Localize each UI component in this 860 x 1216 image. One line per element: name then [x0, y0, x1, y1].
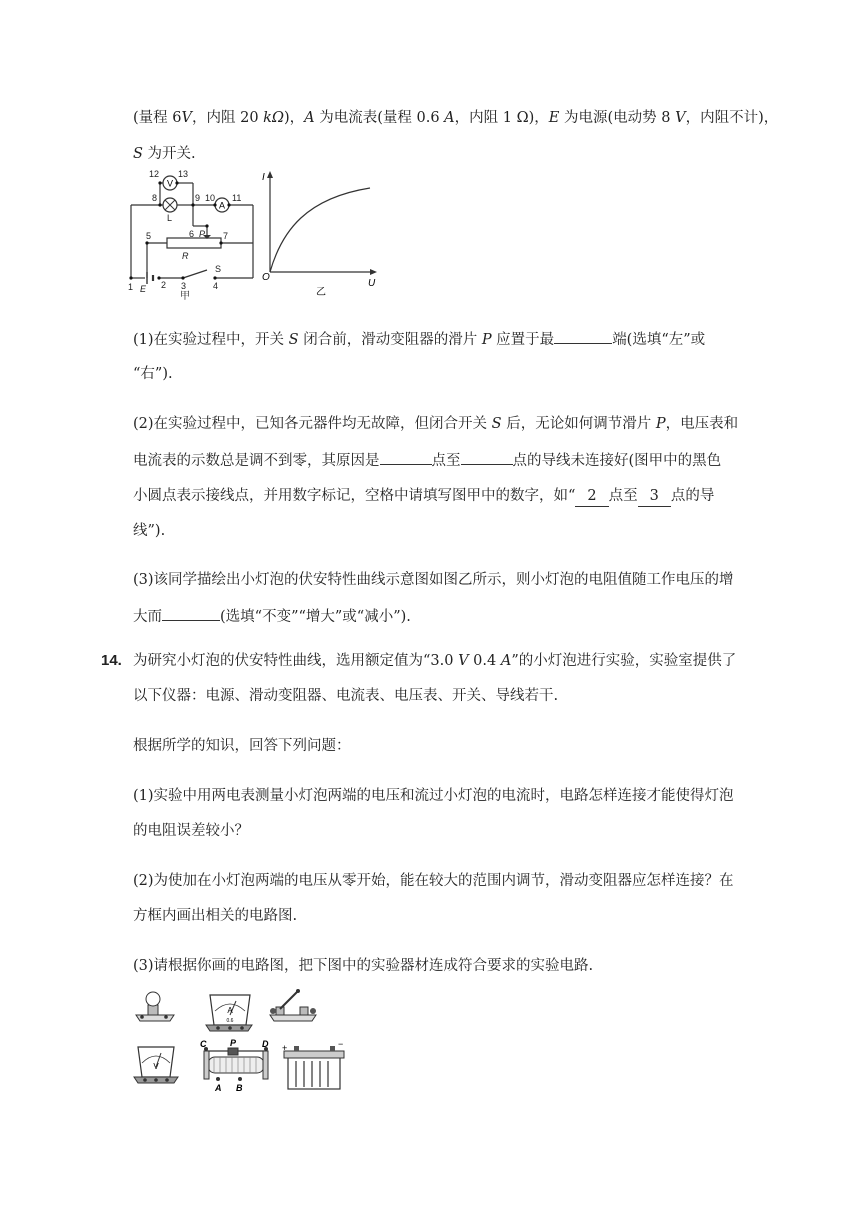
q13-part3-line2 — [133, 606, 411, 627]
text: 点的导 — [670, 488, 715, 504]
q14-line2: 以下仪器：电源、滑动变阻器、电流表、电压表、开关、导线若干. — [133, 688, 559, 704]
symbol: S — [288, 332, 299, 348]
label-12: 12 — [149, 169, 160, 179]
equipment-illustration — [130, 985, 360, 1095]
example-answer: 2 — [575, 486, 608, 507]
origin-label: O — [262, 272, 270, 283]
q13-part2-line1 — [133, 414, 738, 434]
text: ，内阻 20 — [191, 110, 264, 126]
ammeter-letter: A — [227, 1006, 233, 1015]
caption-yi: 乙 — [316, 287, 326, 298]
text: ，内阻 1 Ω)， — [454, 110, 549, 126]
text: 大而 — [133, 609, 162, 625]
text: 电流表的示数总是调不到零，其原因是 — [133, 453, 380, 469]
voltmeter-letter: V — [153, 1062, 159, 1071]
intro-line-2 — [133, 144, 196, 164]
q13-part1-line1 — [133, 329, 705, 350]
ammeter-device-icon — [206, 995, 252, 1031]
symbol: S — [133, 146, 143, 162]
bulb-device-icon — [136, 992, 174, 1021]
label-R: R — [182, 251, 189, 261]
label-10: 10 — [205, 193, 216, 203]
text: (选填“不变”“增大”或“减小”). — [220, 609, 411, 625]
voltmeter-letter: V — [166, 178, 174, 189]
q13-part1-line2 — [133, 364, 173, 384]
answer-blank[interactable] — [554, 329, 612, 344]
unit: V — [181, 110, 192, 126]
unit: V — [675, 110, 686, 126]
unit: V — [458, 653, 469, 669]
axis-i-label: I — [262, 172, 265, 183]
ammeter-scale: 0.6 — [226, 1018, 234, 1024]
rheostat-a-label: A — [215, 1083, 222, 1093]
label-E: E — [140, 284, 147, 294]
rheostat-device-icon — [200, 1038, 269, 1093]
q14-sub2-line1: (2)为使加在小灯泡两端的电压从零开始，能在较大的范围内调节，滑动变阻器应怎样连接？在 — [133, 873, 734, 889]
text: 闭合前，滑动变阻器的滑片 — [298, 332, 482, 348]
answer-blank[interactable] — [162, 606, 220, 621]
text: 0.4 — [468, 653, 501, 669]
text: (1)在实验过程中，开关 — [133, 332, 289, 348]
axis-u-label: U — [368, 278, 376, 289]
label-13: 13 — [178, 169, 189, 179]
label-4: 4 — [213, 281, 219, 291]
text: 线”). — [133, 523, 166, 539]
text: 点至 — [431, 453, 461, 469]
q13-part2-line3 — [133, 486, 714, 507]
example-answer: 3 — [638, 486, 671, 507]
rheostat-c-label: C — [200, 1039, 207, 1049]
label-3: 3 — [181, 281, 187, 291]
label-1: 1 — [128, 282, 134, 292]
unit: A — [444, 110, 455, 126]
text: 小圆点表示接线点，并用数字标记，空格中请填写图甲中的数字，如“ — [133, 488, 576, 504]
label-5: 5 — [146, 231, 152, 241]
battery-device-icon — [282, 1039, 344, 1089]
label-9: 9 — [195, 193, 201, 203]
symbol: P — [655, 416, 666, 432]
text: 为开关. — [142, 146, 196, 162]
caption-jia: 甲 — [180, 291, 190, 302]
text: 为电源(电动势 8 — [559, 110, 676, 126]
battery-plus-label: + — [282, 1043, 288, 1053]
symbol: S — [491, 416, 502, 432]
text: 点至 — [608, 488, 638, 504]
text: (3)该同学描绘出小灯泡的伏安特性曲线示意图如图乙所示，则小灯泡的电阻值随工作电压的增 — [133, 572, 734, 588]
q14-line1 — [133, 651, 736, 671]
text: ，内阻不计)， — [685, 110, 779, 126]
q14-sub1-line2: 的电阻误差较小？ — [133, 823, 249, 839]
knife-switch-icon — [270, 989, 316, 1021]
label-11: 11 — [232, 193, 242, 203]
text: 后，无论如何调节滑片 — [501, 416, 656, 432]
q14-sub1-line1: (1)实验中用两电表测量小灯泡两端的电压和流过小灯泡的电流时，电路怎样连接才能使得灯泡 — [133, 788, 734, 804]
label-2: 2 — [161, 280, 167, 290]
label-6: 6 — [189, 229, 195, 239]
text: “右”). — [133, 366, 173, 382]
q14-sub2-line2: 方框内画出相关的电路图. — [133, 908, 298, 924]
q13-part2-line2 — [133, 450, 721, 471]
text: 应置于最 — [491, 332, 555, 348]
voltmeter-device-icon — [134, 1047, 178, 1083]
answer-blank[interactable] — [380, 450, 432, 465]
label-7: 7 — [223, 231, 229, 241]
q14-line3: 根据所学的知识，回答下列问题： — [133, 738, 351, 754]
rheostat-p-label: P — [230, 1038, 237, 1048]
rheostat-b-label: B — [236, 1083, 243, 1093]
q13-part3-line1 — [133, 570, 734, 590]
label-8: 8 — [152, 193, 158, 203]
iu-curve-yi — [262, 168, 382, 298]
q14-sub3-line1: (3)请根据你画的电路图，把下图中的实验器材连成符合要求的实验电路. — [133, 958, 594, 974]
answer-blank[interactable] — [461, 450, 513, 465]
text: ”的小灯泡进行实验，实验室提供了 — [511, 653, 737, 669]
text: 为电流表(量程 0.6 — [314, 110, 445, 126]
label-P: P — [199, 229, 206, 239]
text: 端(选填“左”或 — [612, 332, 706, 348]
label-L: L — [167, 213, 173, 223]
label-S: S — [215, 264, 222, 274]
question-number: 14. — [101, 652, 122, 669]
unit: A — [500, 653, 512, 669]
battery-minus-label: − — [338, 1039, 344, 1049]
rheostat-d-label: D — [262, 1039, 269, 1049]
circuit-diagram-jia — [125, 166, 260, 302]
text: ，电压表和 — [665, 416, 739, 432]
text: (2)在实验过程中，已知各元器件均无故障，但闭合开关 — [133, 416, 492, 432]
unit: kΩ — [263, 110, 284, 126]
ammeter-letter: A — [218, 200, 226, 211]
symbol: E — [548, 110, 560, 126]
q13-part2-line4 — [133, 521, 165, 541]
symbol: A — [304, 110, 315, 126]
text: (量程 6 — [133, 110, 182, 126]
text: )， — [283, 110, 305, 126]
text: 为研究小灯泡的伏安特性曲线，选用额定值为“3.0 — [133, 653, 459, 669]
intro-line-1 — [133, 108, 778, 128]
text: 点的导线未连接好(图甲中的黑色 — [512, 453, 722, 469]
symbol: P — [481, 332, 492, 348]
